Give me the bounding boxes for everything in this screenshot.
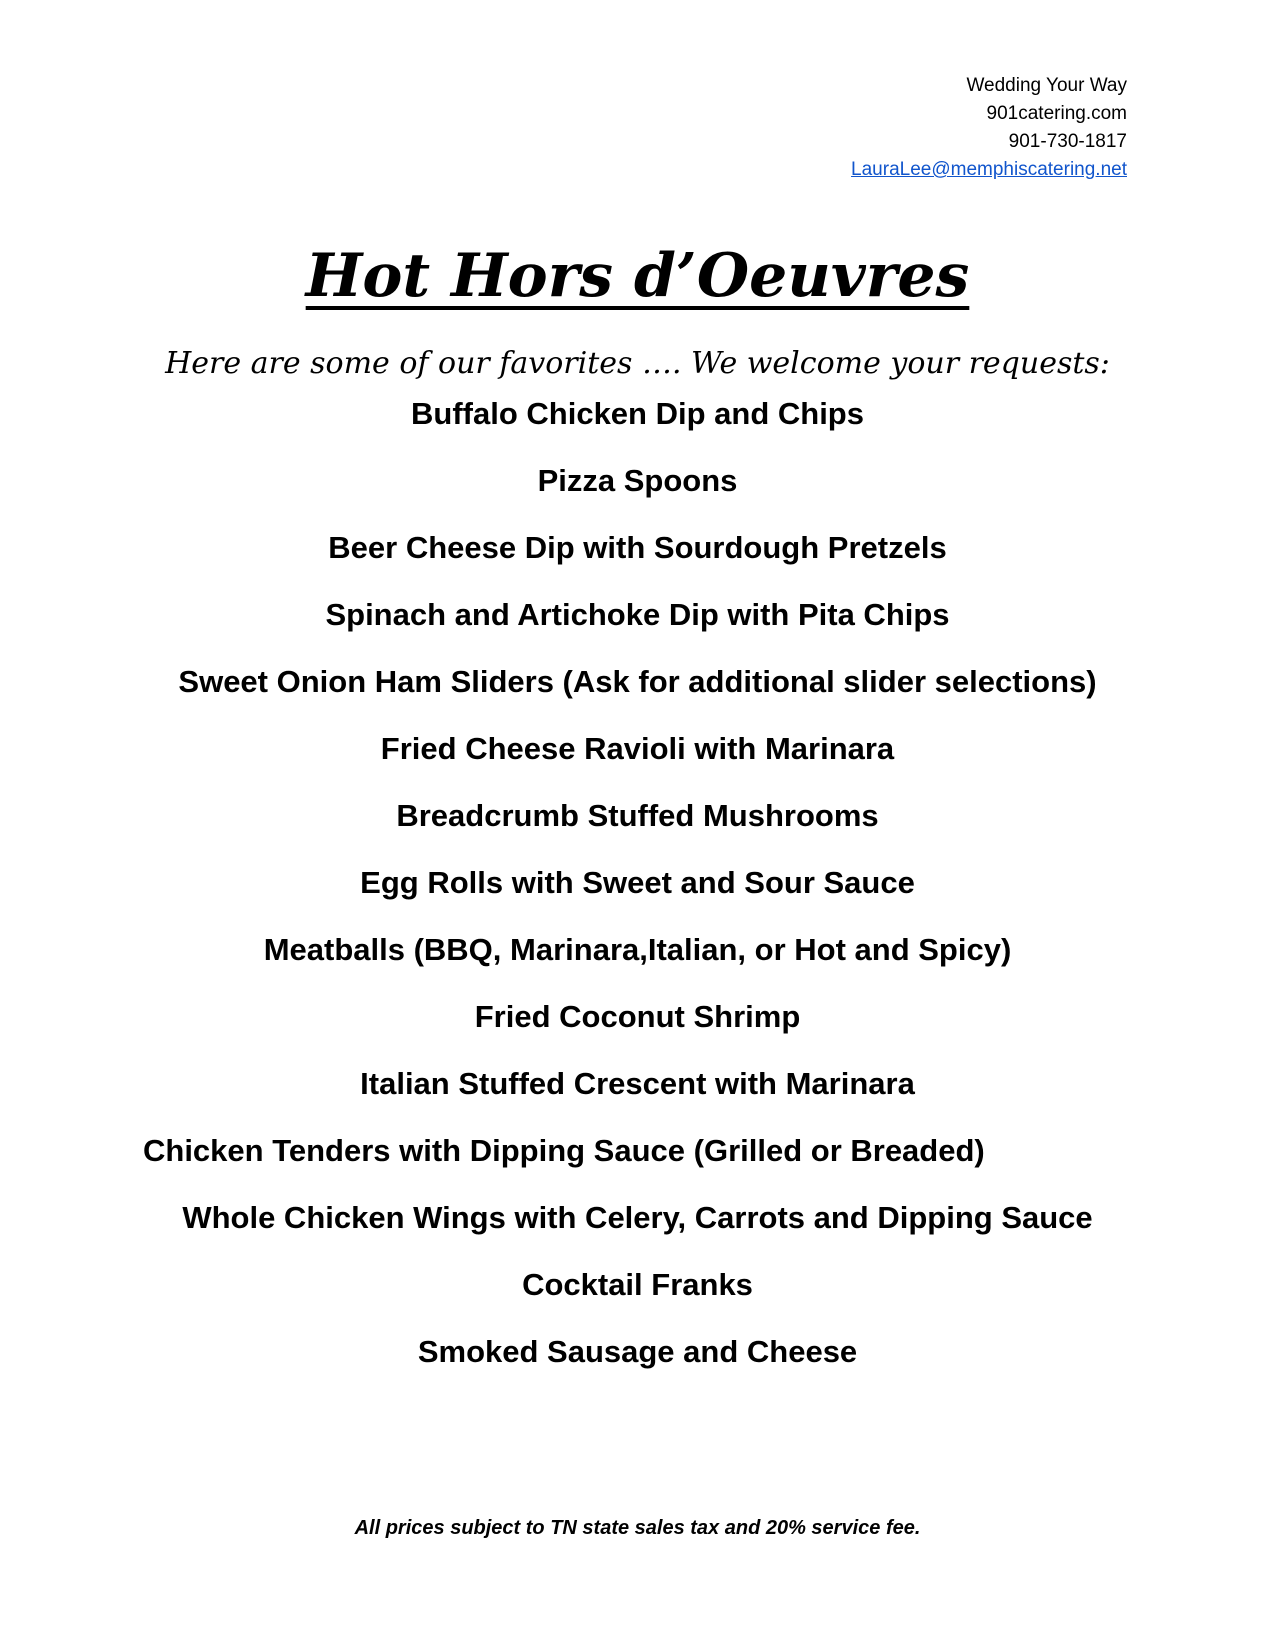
menu-item: Cocktail Franks: [522, 1267, 753, 1302]
page-subtitle: Here are some of our favorites …. We welcome your requests:: [165, 346, 1110, 381]
menu-item: Breadcrumb Stuffed Mushrooms: [396, 798, 879, 833]
page-title: Hot Hors d’Oeuvres: [305, 241, 970, 311]
contact-block: [851, 72, 1127, 184]
menu-item: Whole Chicken Wings with Celery, Carrots and Dipping Sauce: [182, 1200, 1093, 1235]
menu-item: Pizza Spoons: [537, 463, 738, 498]
menu-list: [0, 389, 1275, 1394]
menu-item: Fried Coconut Shrimp: [474, 999, 801, 1034]
website: 901catering.com: [986, 103, 1127, 124]
menu-item: Italian Stuffed Crescent with Marinara: [360, 1066, 915, 1101]
phone-number: 901-730-1817: [1008, 131, 1127, 152]
menu-item: Egg Rolls with Sweet and Sour Sauce: [360, 865, 915, 900]
business-name: Wedding Your Way: [966, 75, 1127, 96]
menu-item: Buffalo Chicken Dip and Chips: [411, 396, 864, 431]
menu-item: Smoked Sausage and Cheese: [417, 1334, 858, 1369]
menu-item: Chicken Tenders with Dipping Sauce (Grilled or Breaded): [143, 1133, 985, 1168]
menu-item: Spinach and Artichoke Dip with Pita Chips: [325, 597, 950, 632]
menu-item: Fried Cheese Ravioli with Marinara: [380, 731, 895, 766]
page-title-container: [0, 236, 1275, 316]
menu-item: Meatballs (BBQ, Marinara,Italian, or Hot and Spicy): [263, 932, 1012, 967]
menu-item: Sweet Onion Ham Sliders (Ask for additional slider selections): [178, 664, 1097, 699]
pricing-footnote: All prices subject to TN state sales tax and 20% service fee.: [354, 1517, 921, 1539]
menu-item: Beer Cheese Dip with Sourdough Pretzels: [328, 530, 947, 565]
email-link[interactable]: LauraLee@memphiscatering.net: [851, 159, 1127, 180]
